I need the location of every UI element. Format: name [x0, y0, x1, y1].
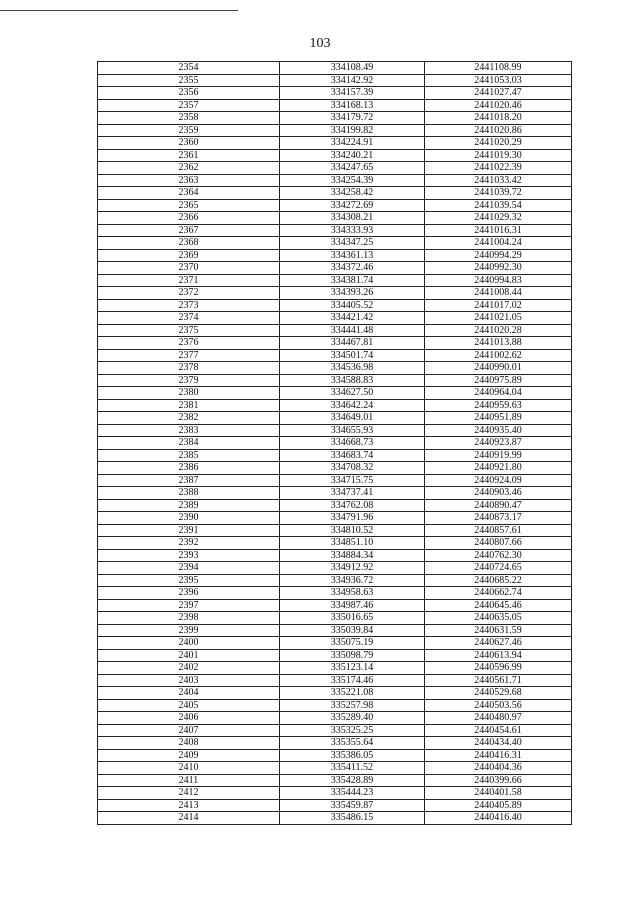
point-number-cell: 2371 [98, 274, 280, 287]
y-coordinate-cell: 2440561.71 [425, 674, 572, 687]
x-coordinate-cell: 334333.93 [280, 224, 425, 237]
y-coordinate-cell: 2440662.74 [425, 587, 572, 600]
point-number-cell: 2410 [98, 762, 280, 775]
y-coordinate-cell: 2440434.40 [425, 737, 572, 750]
x-coordinate-cell: 334224.91 [280, 137, 425, 150]
y-coordinate-cell: 2441020.86 [425, 124, 572, 137]
point-number-cell: 2370 [98, 262, 280, 275]
table-row [98, 499, 572, 512]
y-coordinate-cell: 2440631.59 [425, 624, 572, 637]
y-coordinate-cell: 2440454.61 [425, 724, 572, 737]
x-coordinate-cell: 334715.75 [280, 474, 425, 487]
point-number-cell: 2384 [98, 437, 280, 450]
point-number-cell: 2399 [98, 624, 280, 637]
table-row [98, 449, 572, 462]
table-row [98, 524, 572, 537]
table-row [98, 562, 572, 575]
x-coordinate-cell: 334168.13 [280, 99, 425, 112]
x-coordinate-cell: 335325.25 [280, 724, 425, 737]
table-row [98, 662, 572, 675]
point-number-cell: 2390 [98, 512, 280, 525]
coordinates-table [97, 61, 572, 825]
y-coordinate-cell: 2441017.02 [425, 299, 572, 312]
x-coordinate-cell: 334381.74 [280, 274, 425, 287]
y-coordinate-cell: 2440613.94 [425, 649, 572, 662]
table-row [98, 624, 572, 637]
x-coordinate-cell: 335039.84 [280, 624, 425, 637]
x-coordinate-cell: 334108.49 [280, 62, 425, 75]
y-coordinate-cell: 2440959.63 [425, 399, 572, 412]
table-row [98, 374, 572, 387]
table-row [98, 199, 572, 212]
y-coordinate-cell: 2440529.68 [425, 687, 572, 700]
y-coordinate-cell: 2441022.39 [425, 162, 572, 175]
x-coordinate-cell: 334142.92 [280, 74, 425, 87]
table-row [98, 124, 572, 137]
x-coordinate-cell: 335386.05 [280, 749, 425, 762]
table-row [98, 149, 572, 162]
y-coordinate-cell: 2440919.99 [425, 449, 572, 462]
table-row [98, 474, 572, 487]
y-coordinate-cell: 2440807.66 [425, 537, 572, 550]
y-coordinate-cell: 2441008.44 [425, 287, 572, 300]
y-coordinate-cell: 2440405.89 [425, 799, 572, 812]
point-number-cell: 2395 [98, 574, 280, 587]
page-number: 103 [309, 36, 331, 51]
table-row [98, 737, 572, 750]
point-number-cell: 2354 [98, 62, 280, 75]
x-coordinate-cell: 334441.48 [280, 324, 425, 337]
table-row [98, 174, 572, 187]
x-coordinate-cell: 334247.65 [280, 162, 425, 175]
x-coordinate-cell: 334347.25 [280, 237, 425, 250]
y-coordinate-cell: 2440635.05 [425, 612, 572, 625]
x-coordinate-cell: 334501.74 [280, 349, 425, 362]
table-row [98, 699, 572, 712]
point-number-cell: 2398 [98, 612, 280, 625]
x-coordinate-cell: 335174.46 [280, 674, 425, 687]
table-row [98, 112, 572, 125]
point-number-cell: 2408 [98, 737, 280, 750]
y-coordinate-cell: 2440416.31 [425, 749, 572, 762]
table-row [98, 362, 572, 375]
table-row [98, 412, 572, 425]
x-coordinate-cell: 335075.19 [280, 637, 425, 650]
point-number-cell: 2385 [98, 449, 280, 462]
point-number-cell: 2360 [98, 137, 280, 150]
table-row [98, 549, 572, 562]
table-row [98, 512, 572, 525]
point-number-cell: 2372 [98, 287, 280, 300]
x-coordinate-cell: 334708.32 [280, 462, 425, 475]
point-number-cell: 2405 [98, 699, 280, 712]
point-number-cell: 2409 [98, 749, 280, 762]
point-number-cell: 2404 [98, 687, 280, 700]
y-coordinate-cell: 2441027.47 [425, 87, 572, 100]
y-coordinate-cell: 2441053.03 [425, 74, 572, 87]
x-coordinate-cell: 334393.26 [280, 287, 425, 300]
y-coordinate-cell: 2441020.29 [425, 137, 572, 150]
y-coordinate-cell: 2441019.30 [425, 149, 572, 162]
point-number-cell: 2386 [98, 462, 280, 475]
table-row [98, 537, 572, 550]
point-number-cell: 2374 [98, 312, 280, 325]
x-coordinate-cell: 334254.39 [280, 174, 425, 187]
y-coordinate-cell: 2441020.28 [425, 324, 572, 337]
table-row [98, 787, 572, 800]
y-coordinate-cell: 2441016.31 [425, 224, 572, 237]
x-coordinate-cell: 334642.24 [280, 399, 425, 412]
x-coordinate-cell: 334308.21 [280, 212, 425, 225]
point-number-cell: 2402 [98, 662, 280, 675]
x-coordinate-cell: 335486.15 [280, 812, 425, 825]
table-row [98, 387, 572, 400]
point-number-cell: 2355 [98, 74, 280, 87]
x-coordinate-cell: 335257.98 [280, 699, 425, 712]
point-number-cell: 2365 [98, 199, 280, 212]
x-coordinate-cell: 335355.64 [280, 737, 425, 750]
point-number-cell: 2377 [98, 349, 280, 362]
table-row [98, 587, 572, 600]
y-coordinate-cell: 2441039.72 [425, 187, 572, 200]
y-coordinate-cell: 2440724.65 [425, 562, 572, 575]
point-number-cell: 2403 [98, 674, 280, 687]
point-number-cell: 2387 [98, 474, 280, 487]
table-row [98, 162, 572, 175]
point-number-cell: 2376 [98, 337, 280, 350]
table-row [98, 574, 572, 587]
y-coordinate-cell: 2441039.54 [425, 199, 572, 212]
x-coordinate-cell: 334405.52 [280, 299, 425, 312]
y-coordinate-cell: 2440994.29 [425, 249, 572, 262]
table-row [98, 462, 572, 475]
table-row [98, 212, 572, 225]
table-row [98, 187, 572, 200]
table-row [98, 237, 572, 250]
x-coordinate-cell: 335221.08 [280, 687, 425, 700]
table-row [98, 749, 572, 762]
y-coordinate-cell: 2440857.61 [425, 524, 572, 537]
point-number-cell: 2383 [98, 424, 280, 437]
point-number-cell: 2382 [98, 412, 280, 425]
point-number-cell: 2391 [98, 524, 280, 537]
y-coordinate-cell: 2440404.36 [425, 762, 572, 775]
point-number-cell: 2357 [98, 99, 280, 112]
y-coordinate-cell: 2441020.46 [425, 99, 572, 112]
x-coordinate-cell: 334936.72 [280, 574, 425, 587]
y-coordinate-cell: 2440401.58 [425, 787, 572, 800]
point-number-cell: 2356 [98, 87, 280, 100]
point-number-cell: 2368 [98, 237, 280, 250]
point-number-cell: 2397 [98, 599, 280, 612]
point-number-cell: 2392 [98, 537, 280, 550]
y-coordinate-cell: 2440994.83 [425, 274, 572, 287]
y-coordinate-cell: 2440951.89 [425, 412, 572, 425]
point-number-cell: 2363 [98, 174, 280, 187]
table-row [98, 87, 572, 100]
x-coordinate-cell: 334649.01 [280, 412, 425, 425]
y-coordinate-cell: 2440924.09 [425, 474, 572, 487]
table-row [98, 612, 572, 625]
table-row [98, 349, 572, 362]
coordinates-table-body [98, 62, 572, 825]
point-number-cell: 2379 [98, 374, 280, 387]
x-coordinate-cell: 334536.98 [280, 362, 425, 375]
point-number-cell: 2396 [98, 587, 280, 600]
y-coordinate-cell: 2441029.32 [425, 212, 572, 225]
y-coordinate-cell: 2440975.89 [425, 374, 572, 387]
x-coordinate-cell: 334851.10 [280, 537, 425, 550]
x-coordinate-cell: 334810.52 [280, 524, 425, 537]
y-coordinate-cell: 2440399.66 [425, 774, 572, 787]
point-number-cell: 2378 [98, 362, 280, 375]
y-coordinate-cell: 2440503.56 [425, 699, 572, 712]
x-coordinate-cell: 334588.83 [280, 374, 425, 387]
y-coordinate-cell: 2441021.05 [425, 312, 572, 325]
table-row [98, 99, 572, 112]
y-coordinate-cell: 2440873.17 [425, 512, 572, 525]
point-number-cell: 2406 [98, 712, 280, 725]
table-row [98, 599, 572, 612]
header-rule [0, 10, 238, 11]
table-row [98, 74, 572, 87]
point-number-cell: 2375 [98, 324, 280, 337]
table-row [98, 687, 572, 700]
x-coordinate-cell: 334912.92 [280, 562, 425, 575]
x-coordinate-cell: 334683.74 [280, 449, 425, 462]
point-number-cell: 2362 [98, 162, 280, 175]
x-coordinate-cell: 334627.50 [280, 387, 425, 400]
x-coordinate-cell: 334421.42 [280, 312, 425, 325]
x-coordinate-cell: 335016.65 [280, 612, 425, 625]
x-coordinate-cell: 334737.41 [280, 487, 425, 500]
x-coordinate-cell: 335289.40 [280, 712, 425, 725]
point-number-cell: 2401 [98, 649, 280, 662]
point-number-cell: 2380 [98, 387, 280, 400]
table-row [98, 674, 572, 687]
table-row [98, 437, 572, 450]
table-row [98, 299, 572, 312]
y-coordinate-cell: 2440992.30 [425, 262, 572, 275]
y-coordinate-cell: 2441002.62 [425, 349, 572, 362]
point-number-cell: 2411 [98, 774, 280, 787]
x-coordinate-cell: 334179.72 [280, 112, 425, 125]
y-coordinate-cell: 2440964.04 [425, 387, 572, 400]
y-coordinate-cell: 2440416.40 [425, 812, 572, 825]
table-row [98, 762, 572, 775]
table-row [98, 712, 572, 725]
y-coordinate-cell: 2441033.42 [425, 174, 572, 187]
point-number-cell: 2412 [98, 787, 280, 800]
x-coordinate-cell: 335411.52 [280, 762, 425, 775]
y-coordinate-cell: 2440685.22 [425, 574, 572, 587]
y-coordinate-cell: 2440762.30 [425, 549, 572, 562]
point-number-cell: 2393 [98, 549, 280, 562]
x-coordinate-cell: 335459.87 [280, 799, 425, 812]
x-coordinate-cell: 334987.46 [280, 599, 425, 612]
x-coordinate-cell: 335123.14 [280, 662, 425, 675]
x-coordinate-cell: 334791.96 [280, 512, 425, 525]
y-coordinate-cell: 2441018.20 [425, 112, 572, 125]
table-row [98, 62, 572, 75]
point-number-cell: 2373 [98, 299, 280, 312]
point-number-cell: 2358 [98, 112, 280, 125]
y-coordinate-cell: 2440903.46 [425, 487, 572, 500]
x-coordinate-cell: 334199.82 [280, 124, 425, 137]
y-coordinate-cell: 2440480.97 [425, 712, 572, 725]
y-coordinate-cell: 2440990.01 [425, 362, 572, 375]
point-number-cell: 2359 [98, 124, 280, 137]
y-coordinate-cell: 2440921.80 [425, 462, 572, 475]
table-row [98, 649, 572, 662]
table-row [98, 137, 572, 150]
point-number-cell: 2369 [98, 249, 280, 262]
table-row [98, 224, 572, 237]
y-coordinate-cell: 2441013.88 [425, 337, 572, 350]
x-coordinate-cell: 334361.13 [280, 249, 425, 262]
x-coordinate-cell: 334958.63 [280, 587, 425, 600]
x-coordinate-cell: 334258.42 [280, 187, 425, 200]
point-number-cell: 2400 [98, 637, 280, 650]
x-coordinate-cell: 334272.69 [280, 199, 425, 212]
y-coordinate-cell: 2440627.46 [425, 637, 572, 650]
y-coordinate-cell: 2441004.24 [425, 237, 572, 250]
point-number-cell: 2366 [98, 212, 280, 225]
point-number-cell: 2414 [98, 812, 280, 825]
table-row [98, 274, 572, 287]
table-row [98, 812, 572, 825]
y-coordinate-cell: 2440596.99 [425, 662, 572, 675]
point-number-cell: 2413 [98, 799, 280, 812]
table-row [98, 262, 572, 275]
x-coordinate-cell: 334467.81 [280, 337, 425, 350]
table-row [98, 312, 572, 325]
y-coordinate-cell: 2440923.87 [425, 437, 572, 450]
x-coordinate-cell: 334157.39 [280, 87, 425, 100]
y-coordinate-cell: 2440890.47 [425, 499, 572, 512]
table-row [98, 724, 572, 737]
table-row [98, 249, 572, 262]
table-row [98, 637, 572, 650]
table-row [98, 324, 572, 337]
table-row [98, 287, 572, 300]
x-coordinate-cell: 335428.89 [280, 774, 425, 787]
point-number-cell: 2407 [98, 724, 280, 737]
table-row [98, 799, 572, 812]
x-coordinate-cell: 334240.21 [280, 149, 425, 162]
x-coordinate-cell: 334655.93 [280, 424, 425, 437]
x-coordinate-cell: 334668.73 [280, 437, 425, 450]
table-row [98, 774, 572, 787]
point-number-cell: 2361 [98, 149, 280, 162]
x-coordinate-cell: 334884.34 [280, 549, 425, 562]
x-coordinate-cell: 334372.46 [280, 262, 425, 275]
point-number-cell: 2381 [98, 399, 280, 412]
point-number-cell: 2364 [98, 187, 280, 200]
x-coordinate-cell: 335444.23 [280, 787, 425, 800]
table-row [98, 487, 572, 500]
table-row [98, 337, 572, 350]
y-coordinate-cell: 2440935.40 [425, 424, 572, 437]
table-row [98, 399, 572, 412]
table-row [98, 424, 572, 437]
point-number-cell: 2394 [98, 562, 280, 575]
point-number-cell: 2389 [98, 499, 280, 512]
point-number-cell: 2367 [98, 224, 280, 237]
point-number-cell: 2388 [98, 487, 280, 500]
y-coordinate-cell: 2441108.99 [425, 62, 572, 75]
y-coordinate-cell: 2440645.46 [425, 599, 572, 612]
x-coordinate-cell: 334762.08 [280, 499, 425, 512]
x-coordinate-cell: 335098.79 [280, 649, 425, 662]
